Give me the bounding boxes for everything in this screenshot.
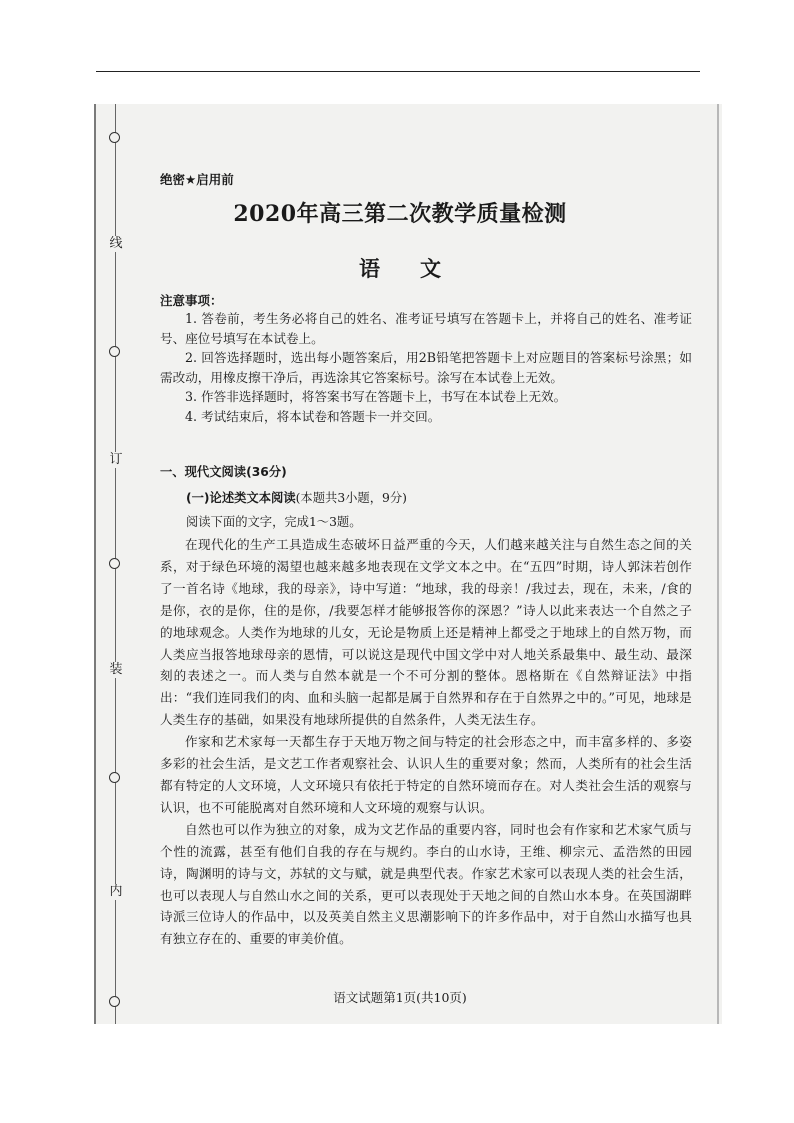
section-title: 一、现代文阅读(36分) <box>160 465 287 479</box>
reading-passage <box>160 534 692 950</box>
notice-heading: 注意事项： <box>160 293 223 308</box>
binding-char-order: 订 <box>106 452 126 468</box>
page-footer: 语文试题第1页(共10页) <box>333 990 467 1005</box>
subsection-note: (本题共3小题，9分) <box>295 491 407 505</box>
binding-hole-icon <box>109 558 120 569</box>
reading-instruction: 阅读下面的文字，完成1～3题。 <box>186 515 362 529</box>
binding-hole-icon <box>109 996 120 1007</box>
notice-list <box>160 309 692 426</box>
subject-title: 语文 <box>359 256 481 281</box>
binding-char-line: 线 <box>106 236 126 252</box>
passage-paragraph: 自然也可以作为独立的对象，成为文艺作品的重要内容，同时也会有作家和艺术家气质与个性的流露，甚至有他们自我的存在与规约。李白的山水诗，王维、柳宗元、孟浩然的田园诗，陶渊明的诗与文，苏轼的文与赋，就是典型代表。作家艺术家可以表现人类的社会生活，也可以表现人与自然山水之间的关系，更可以表现处于天地之间的自然山水本身。在英国湖畔诗派三位诗人的作品中，以及英美自然主义思潮影响下的许多作品中，对于自然山水描写也具有独立存在的、重要的审美价值。 <box>160 821 692 947</box>
notice-item: 2. 回答选择题时，选出每小题答案后，用2B铅笔把答题卡上对应题目的答案标号涂黑；如需改动，用橡皮擦干净后，再选涂其它答案标号。涂写在本试卷上无效。 <box>160 350 692 385</box>
exam-title: 2020年高三第二次教学质量检测 <box>233 201 567 227</box>
subsection-title <box>186 488 407 506</box>
notice-item: 4. 考试结束后，将本试卷和答题卡一并交回。 <box>185 408 441 424</box>
binding-line <box>106 104 126 1024</box>
binding-hole-icon <box>109 346 120 357</box>
binding-hole-icon <box>109 772 120 783</box>
page-edge <box>717 104 719 1024</box>
top-rule <box>96 71 700 72</box>
passage-paragraph: 在现代化的生产工具造成生态破坏日益严重的今天，人们越来越关注与自然生态之间的关系，对于绿色环境的渴望也越来越多地表现在文学文本之中。在“五四”时期，诗人郭沫若创作了一首名诗《地球，我的母亲》，诗中写道：“地球，我的母亲！/我过去，现在，未来，/食的是你，衣的是你，住的是你，/我要怎样才能够报答你的深恩？”诗人以此来表达一个自然之子的地球观念。人类作为地球的儿女，无论是物质上还是精神上都受之于地球上的自然万物，而人类应当报答地球母亲的恩情，可以说这是现代中国文学中对人地关系最集中、最生动、最深刻的表述之一。而人类与自然本就是一个不可分割的整体。恩格斯在《自然辩证法》中指出：“我们连同我们的肉、血和头脑一起都是属于自然界和存在于自然界之中的。”可见，地球是人类生存的基础，如果没有地球所提供的自然条件，人类无法生存。 <box>160 537 692 728</box>
subsection-name: (一)论述类文本阅读 <box>186 491 296 505</box>
notice-item: 1. 答卷前，考生务必将自己的姓名、准考证号填写在答题卡上，并将自己的姓名、准考证号、座位号填写在本试卷上。 <box>160 311 692 346</box>
binding-hole-icon <box>109 132 120 143</box>
secret-label: 绝密★启用前 <box>160 172 234 187</box>
binding-char-bind: 装 <box>106 662 126 678</box>
passage-paragraph: 作家和艺术家每一天都生存于天地万物之间与特定的社会形态之中，而丰富多样的、多姿多彩的社会生活，是文艺工作者观察社会、认识人生的重要对象；然而，人类所有的社会生活都有特定的人文环境，人文环境只有依托于特定的自然环境而存在。对人类社会生活的观察与认识，也不可能脱离对自然环境和人文环境的观察与认识。 <box>160 734 692 815</box>
binding-char-inside: 内 <box>106 884 126 900</box>
notice-item: 3. 作答非选择题时，将答案书写在答题卡上，书写在本试卷上无效。 <box>185 389 567 404</box>
